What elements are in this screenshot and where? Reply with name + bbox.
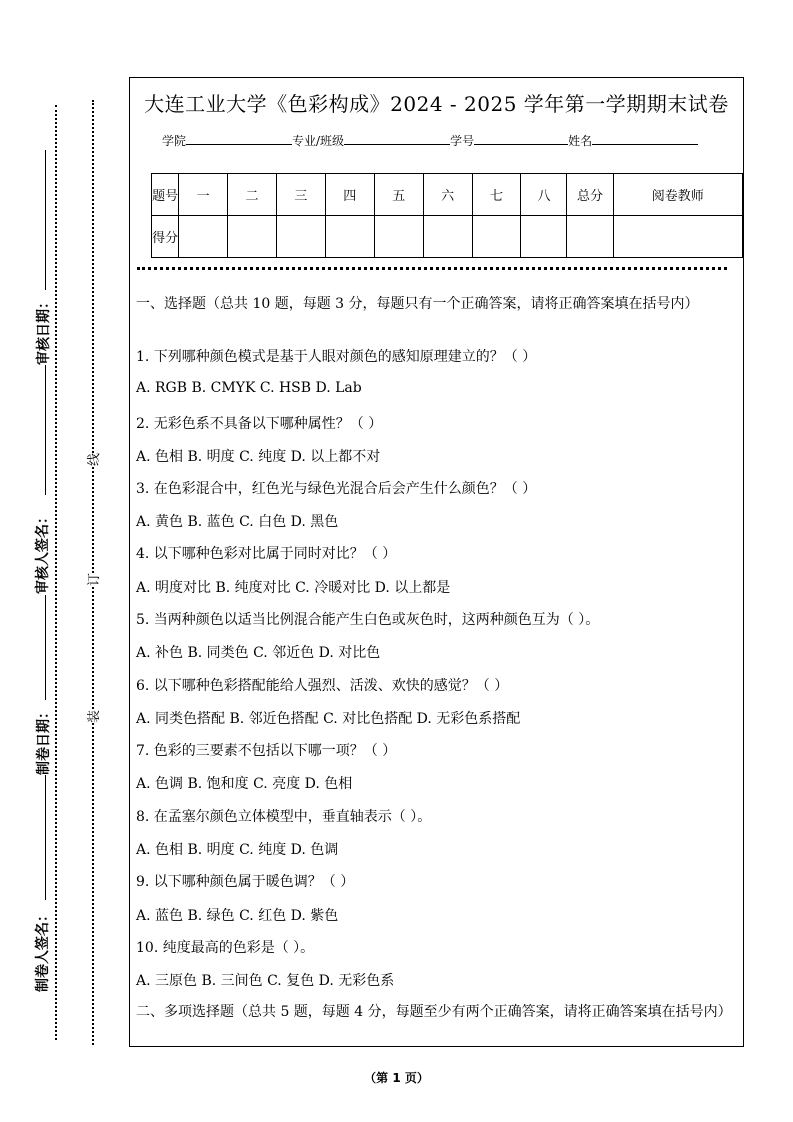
score-table-row-head: 题号 [152, 174, 179, 216]
question-4: 4. 以下哪种色彩对比属于同时对比？（ ） [136, 546, 397, 562]
question-1: 1. 下列哪种颜色模式是基于人眼对颜色的感知原理建立的？（ ） [136, 349, 537, 365]
question-8: 8. 在孟塞尔颜色立体模型中，垂直轴表示（ ）。 [136, 809, 432, 825]
score-col-grader: 阅卷教师 [613, 174, 742, 216]
school-field[interactable] [186, 132, 292, 145]
name-label: 姓名 [568, 134, 593, 148]
score-cell[interactable] [567, 216, 613, 258]
school-label: 学院 [162, 134, 187, 148]
score-cell[interactable] [423, 216, 472, 258]
make-date-line [45, 595, 46, 700]
review-date-line [45, 150, 46, 290]
score-col-4: 四 [325, 174, 374, 216]
question-2: 2. 无彩色系不具备以下哪种属性？（ ） [136, 416, 383, 432]
major-label: 专业/班级 [292, 134, 345, 148]
question-10-options: A. 三原色 B. 三间色 C. 复色 D. 无彩色系 [136, 973, 395, 989]
question-6: 6. 以下哪种色彩搭配能给人强烈、活泼、欢快的感觉？（ ） [136, 678, 509, 694]
score-col-3: 三 [276, 174, 325, 216]
student-id-field[interactable] [474, 132, 568, 145]
exam-frame [129, 77, 744, 1047]
score-table [151, 173, 743, 258]
maker-sign-label: 制卷人签名： [35, 908, 51, 992]
review-date-label: 审核日期： [36, 295, 52, 365]
question-5: 5. 当两种颜色以适当比例混合能产生白色或灰色时，这两种颜色互为（ ）。 [136, 612, 600, 628]
question-5-options: A. 补色 B. 同类色 C. 邻近色 D. 对比色 [136, 645, 381, 661]
score-cell[interactable] [276, 216, 325, 258]
question-7-options: A. 色调 B. 饱和度 C. 亮度 D. 色相 [136, 776, 353, 792]
exam-title: 大连工业大学《色彩构成》2024 - 2025 学年第一学期期末试卷 [144, 92, 729, 116]
reviewer-sign-label: 审核人签名： [35, 510, 51, 594]
score-col-8: 八 [521, 174, 567, 216]
name-field[interactable] [592, 132, 698, 145]
question-8-options: A. 色相 B. 明度 C. 纯度 D. 色调 [136, 842, 339, 858]
question-9-options: A. 蓝色 B. 绿色 C. 红色 D. 紫色 [136, 908, 339, 924]
question-3: 3. 在色彩混合中，红色光与绿色光混合后会产生什么颜色？（ ） [136, 481, 537, 497]
score-cell[interactable] [472, 216, 521, 258]
binding-bind-char: 订 [83, 573, 102, 586]
question-2-options: A. 色相 B. 明度 C. 纯度 D. 以上都不对 [136, 449, 381, 465]
student-id-label: 学号 [450, 134, 475, 148]
section-divider [137, 267, 727, 270]
make-date-label: 制卷日期： [36, 705, 52, 775]
score-cell[interactable] [374, 216, 423, 258]
question-9: 9. 以下哪种颜色属于暖色调？（ ） [136, 874, 355, 890]
question-6-options: A. 同类色搭配 B. 邻近色搭配 C. 对比色搭配 D. 无彩色系搭配 [136, 711, 521, 727]
section1-heading: 一、选择题（总共 10 题，每题 3 分，每题只有一个正确答案，请将正确答案填在括号内） [136, 296, 699, 312]
question-4-options: A. 明度对比 B. 纯度对比 C. 冷暖对比 D. 以上都是 [136, 580, 451, 596]
question-10: 10. 纯度最高的色彩是（ ）。 [136, 940, 315, 956]
binding-fix-char: 装 [83, 710, 102, 723]
score-cell[interactable] [179, 216, 228, 258]
student-info-row [162, 132, 698, 149]
score-col-6: 六 [423, 174, 472, 216]
score-cell[interactable] [228, 216, 277, 258]
reviewer-sign-line [45, 365, 46, 495]
question-7: 7. 色彩的三要素不包括以下哪一项？（ ） [136, 743, 397, 759]
score-col-total: 总分 [567, 174, 613, 216]
score-cell[interactable] [325, 216, 374, 258]
question-3-options: A. 黄色 B. 蓝色 C. 白色 D. 黑色 [136, 514, 339, 530]
score-table-score-row [152, 216, 743, 258]
score-cell[interactable] [521, 216, 567, 258]
section2-heading: 二、多项选择题（总共 5 题，每题 4 分，每题至少有两个正确答案，请将正确答案填在括号内） [136, 1004, 732, 1020]
maker-sign-line [45, 775, 46, 900]
score-table-row-head-2: 得分 [152, 216, 179, 258]
score-col-7: 七 [472, 174, 521, 216]
score-col-2: 二 [228, 174, 277, 216]
score-table-header-row [152, 174, 743, 216]
major-field[interactable] [344, 132, 450, 145]
page-number: （第 1 页） [364, 1071, 429, 1085]
score-col-5: 五 [374, 174, 423, 216]
question-1-options: A. RGB B. CMYK C. HSB D. Lab [136, 380, 362, 396]
score-cell[interactable] [613, 216, 742, 258]
binding-line-char: 线 [83, 453, 102, 466]
binding-dotted-line-outer [55, 105, 57, 1040]
score-col-1: 一 [179, 174, 228, 216]
